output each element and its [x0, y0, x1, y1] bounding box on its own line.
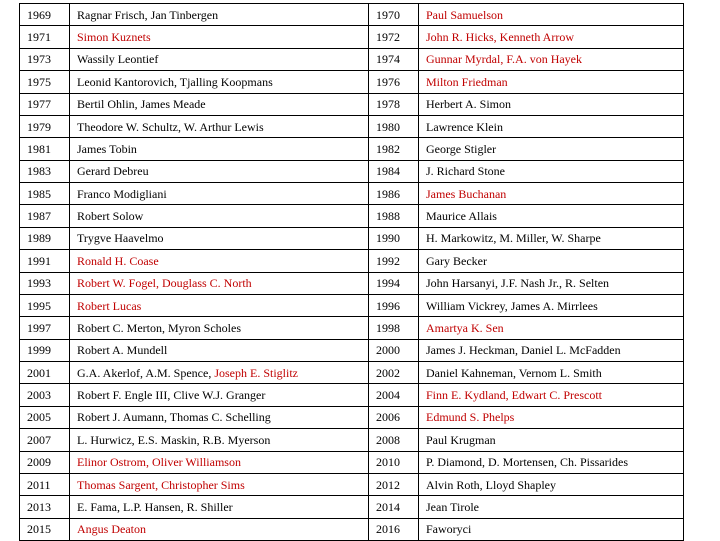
year-cell: 1970 [369, 4, 419, 26]
laureates-cell [419, 429, 684, 451]
laureates-cell [70, 250, 369, 272]
laureates-cell [70, 71, 369, 93]
table-row [20, 518, 684, 540]
laureates-cell [419, 317, 684, 339]
table-row [20, 227, 684, 249]
laureates-cell [70, 4, 369, 26]
laureates-cell [419, 26, 684, 48]
laureates-cell [419, 496, 684, 518]
laureates-cell [419, 138, 684, 160]
table-row [20, 272, 684, 294]
laureate-names: Gunnar Myrdal, F.A. von Hayek [426, 52, 583, 67]
laureate-names: Alvin Roth, Lloyd Shapley [426, 477, 556, 492]
year-cell: 1983 [20, 160, 70, 182]
table-row [20, 138, 684, 160]
table-row [20, 250, 684, 272]
year-cell: 1993 [20, 272, 70, 294]
laureate-names: P. Diamond, D. Mortensen, Ch. Pissarides [426, 455, 628, 470]
laureates-cell [419, 294, 684, 316]
table-row [20, 160, 684, 182]
laureate-names: Ragnar Frisch, Jan Tinbergen [77, 7, 219, 22]
laureate-names: J. Richard Stone [426, 164, 505, 179]
year-cell: 1969 [20, 4, 70, 26]
year-cell: 2003 [20, 384, 70, 406]
table-row [20, 294, 684, 316]
year-cell: 2008 [369, 429, 419, 451]
laureates-cell [419, 272, 684, 294]
laureate-names: Jean Tirole [426, 499, 480, 514]
laureates-cell [419, 473, 684, 495]
laureate-names: Robert A. Mundell [77, 343, 168, 358]
laureate-names: Robert F. Engle III, Clive W.J. Granger [77, 388, 266, 403]
laureate-names: Daniel Kahneman, Vernom L. Smith [426, 365, 602, 380]
laureates-cell [70, 138, 369, 160]
laureate-names: Robert Lucas [77, 298, 142, 313]
laureates-cell [70, 473, 369, 495]
table-row [20, 4, 684, 26]
laureate-names: James Tobin [77, 141, 137, 156]
laureate-names: John R. Hicks, Kenneth Arrow [426, 30, 574, 45]
year-cell: 2009 [20, 451, 70, 473]
table-row [20, 406, 684, 428]
table-row [20, 26, 684, 48]
laureate-names: L. Hurwicz, E.S. Maskin, R.B. Myerson [77, 432, 271, 447]
laureate-names: James Buchanan [426, 186, 507, 201]
year-cell: 1976 [369, 71, 419, 93]
laureates-cell [70, 362, 369, 384]
laureate-names: Robert J. Aumann, Thomas C. Schelling [77, 410, 271, 425]
year-cell: 1975 [20, 71, 70, 93]
laureate-names: G.A. Akerlof, A.M. Spence, [77, 365, 215, 380]
laureates-cell [70, 518, 369, 540]
laureate-names: Gary Becker [426, 253, 487, 268]
year-cell: 1991 [20, 250, 70, 272]
laureates-cell [70, 294, 369, 316]
laureates-cell [419, 183, 684, 205]
year-cell: 1997 [20, 317, 70, 339]
year-cell: 2015 [20, 518, 70, 540]
year-cell: 2007 [20, 429, 70, 451]
year-cell: 1985 [20, 183, 70, 205]
laureate-names: Simon Kuznets [77, 30, 151, 45]
laureates-cell [70, 205, 369, 227]
year-cell: 2014 [369, 496, 419, 518]
laureates-cell [419, 48, 684, 70]
laureate-names: Gerard Debreu [77, 164, 149, 179]
laureate-names: Paul Samuelson [426, 7, 503, 22]
laureate-names: Robert W. Fogel, Douglass C. North [77, 276, 252, 291]
laureate-names: Robert C. Merton, Myron Scholes [77, 320, 241, 335]
year-cell: 1999 [20, 339, 70, 361]
table-row [20, 473, 684, 495]
laureates-cell [419, 115, 684, 137]
year-cell: 2011 [20, 473, 70, 495]
year-cell: 1992 [369, 250, 419, 272]
year-cell: 1990 [369, 227, 419, 249]
laureates-cell [419, 93, 684, 115]
laureate-names: Paul Krugman [426, 432, 496, 447]
table-row [20, 496, 684, 518]
table-row [20, 362, 684, 384]
laureates-cell [419, 451, 684, 473]
year-cell: 2006 [369, 406, 419, 428]
table-row [20, 451, 684, 473]
year-cell: 1978 [369, 93, 419, 115]
laureate-names: Milton Friedman [426, 74, 508, 89]
year-cell: 1995 [20, 294, 70, 316]
table-row [20, 384, 684, 406]
laureate-names: E. Fama, L.P. Hansen, R. Shiller [77, 499, 233, 514]
laureates-cell [419, 362, 684, 384]
laureates-cell [419, 227, 684, 249]
year-cell: 1987 [20, 205, 70, 227]
laureate-names: Lawrence Klein [426, 119, 503, 134]
year-cell: 2013 [20, 496, 70, 518]
year-cell: 1971 [20, 26, 70, 48]
laureates-cell [70, 160, 369, 182]
laureates-cell [70, 227, 369, 249]
laureate-names: Amartya K. Sen [426, 320, 504, 335]
table-row [20, 71, 684, 93]
laureate-names: Maurice Allais [426, 209, 497, 224]
laureates-cell [70, 272, 369, 294]
table-row [20, 339, 684, 361]
laureates-cell [70, 339, 369, 361]
laureates-cell [70, 384, 369, 406]
year-cell: 1994 [369, 272, 419, 294]
laureates-cell [70, 115, 369, 137]
laureates-cell [419, 250, 684, 272]
laureates-cell [70, 183, 369, 205]
year-cell: 2016 [369, 518, 419, 540]
laureates-cell [419, 71, 684, 93]
year-cell: 2000 [369, 339, 419, 361]
year-cell: 1977 [20, 93, 70, 115]
laureates-cell [419, 384, 684, 406]
laureate-names: H. Markowitz, M. Miller, W. Sharpe [426, 231, 601, 246]
table-row [20, 48, 684, 70]
year-cell: 2010 [369, 451, 419, 473]
year-cell: 1986 [369, 183, 419, 205]
table-row [20, 115, 684, 137]
laureates-cell [70, 48, 369, 70]
year-cell: 1973 [20, 48, 70, 70]
year-cell: 1979 [20, 115, 70, 137]
laureate-names: Bertil Ohlin, James Meade [77, 97, 206, 112]
table-row [20, 317, 684, 339]
table-row [20, 429, 684, 451]
year-cell: 1988 [369, 205, 419, 227]
laureate-names: Elinor Ostrom, Oliver Williamson [77, 455, 241, 470]
laureates-cell [419, 406, 684, 428]
year-cell: 1972 [369, 26, 419, 48]
year-cell: 1996 [369, 294, 419, 316]
year-cell: 1981 [20, 138, 70, 160]
laureate-names: James J. Heckman, Daniel L. McFadden [426, 343, 621, 358]
laureates-cell [419, 4, 684, 26]
year-cell: 1980 [369, 115, 419, 137]
laureates-cell [419, 205, 684, 227]
laureate-names: Robert Solow [77, 209, 144, 224]
laureate-names: Theodore W. Schultz, W. Arthur Lewis [77, 119, 264, 134]
table-body [20, 4, 684, 541]
year-cell: 2005 [20, 406, 70, 428]
laureates-cell [70, 317, 369, 339]
table-row [20, 183, 684, 205]
year-cell: 2001 [20, 362, 70, 384]
laureates-cell [70, 496, 369, 518]
year-cell: 2004 [369, 384, 419, 406]
laureates-table [19, 3, 684, 541]
table-row [20, 93, 684, 115]
year-cell: 1989 [20, 227, 70, 249]
laureates-cell [70, 93, 369, 115]
laureate-names: Wassily Leontief [77, 52, 159, 67]
year-cell: 2002 [369, 362, 419, 384]
laureates-cell [419, 160, 684, 182]
year-cell: 1984 [369, 160, 419, 182]
year-cell: 1982 [369, 138, 419, 160]
laureate-names: William Vickrey, James A. Mirrlees [426, 298, 598, 313]
year-cell: 1974 [369, 48, 419, 70]
year-cell: 2012 [369, 473, 419, 495]
laureate-names: Franco Modigliani [77, 186, 167, 201]
laureates-cell [419, 518, 684, 540]
table-row [20, 205, 684, 227]
laureate-names: Trygve Haavelmo [77, 231, 164, 246]
laureate-names: Ronald H. Coase [77, 253, 159, 268]
laureate-names: Herbert A. Simon [426, 97, 511, 112]
laureate-names: Thomas Sargent, Christopher Sims [77, 477, 245, 492]
laureate-names: Leonid Kantorovich, Tjalling Koopmans [77, 74, 273, 89]
laureate-names: Faworyci [426, 522, 472, 537]
laureate-names: Joseph E. Stiglitz [214, 365, 298, 380]
laureate-names: George Stigler [426, 141, 497, 156]
year-cell: 1998 [369, 317, 419, 339]
laureates-cell [419, 339, 684, 361]
laureates-cell [70, 26, 369, 48]
laureates-cell [70, 406, 369, 428]
laureates-cell [70, 451, 369, 473]
laureate-names: Edmund S. Phelps [426, 410, 515, 425]
laureates-cell [70, 429, 369, 451]
laureate-names: John Harsanyi, J.F. Nash Jr., R. Selten [426, 276, 610, 291]
laureate-names: Angus Deaton [77, 522, 146, 537]
laureate-names: Finn E. Kydland, Edwart C. Prescott [426, 388, 602, 403]
